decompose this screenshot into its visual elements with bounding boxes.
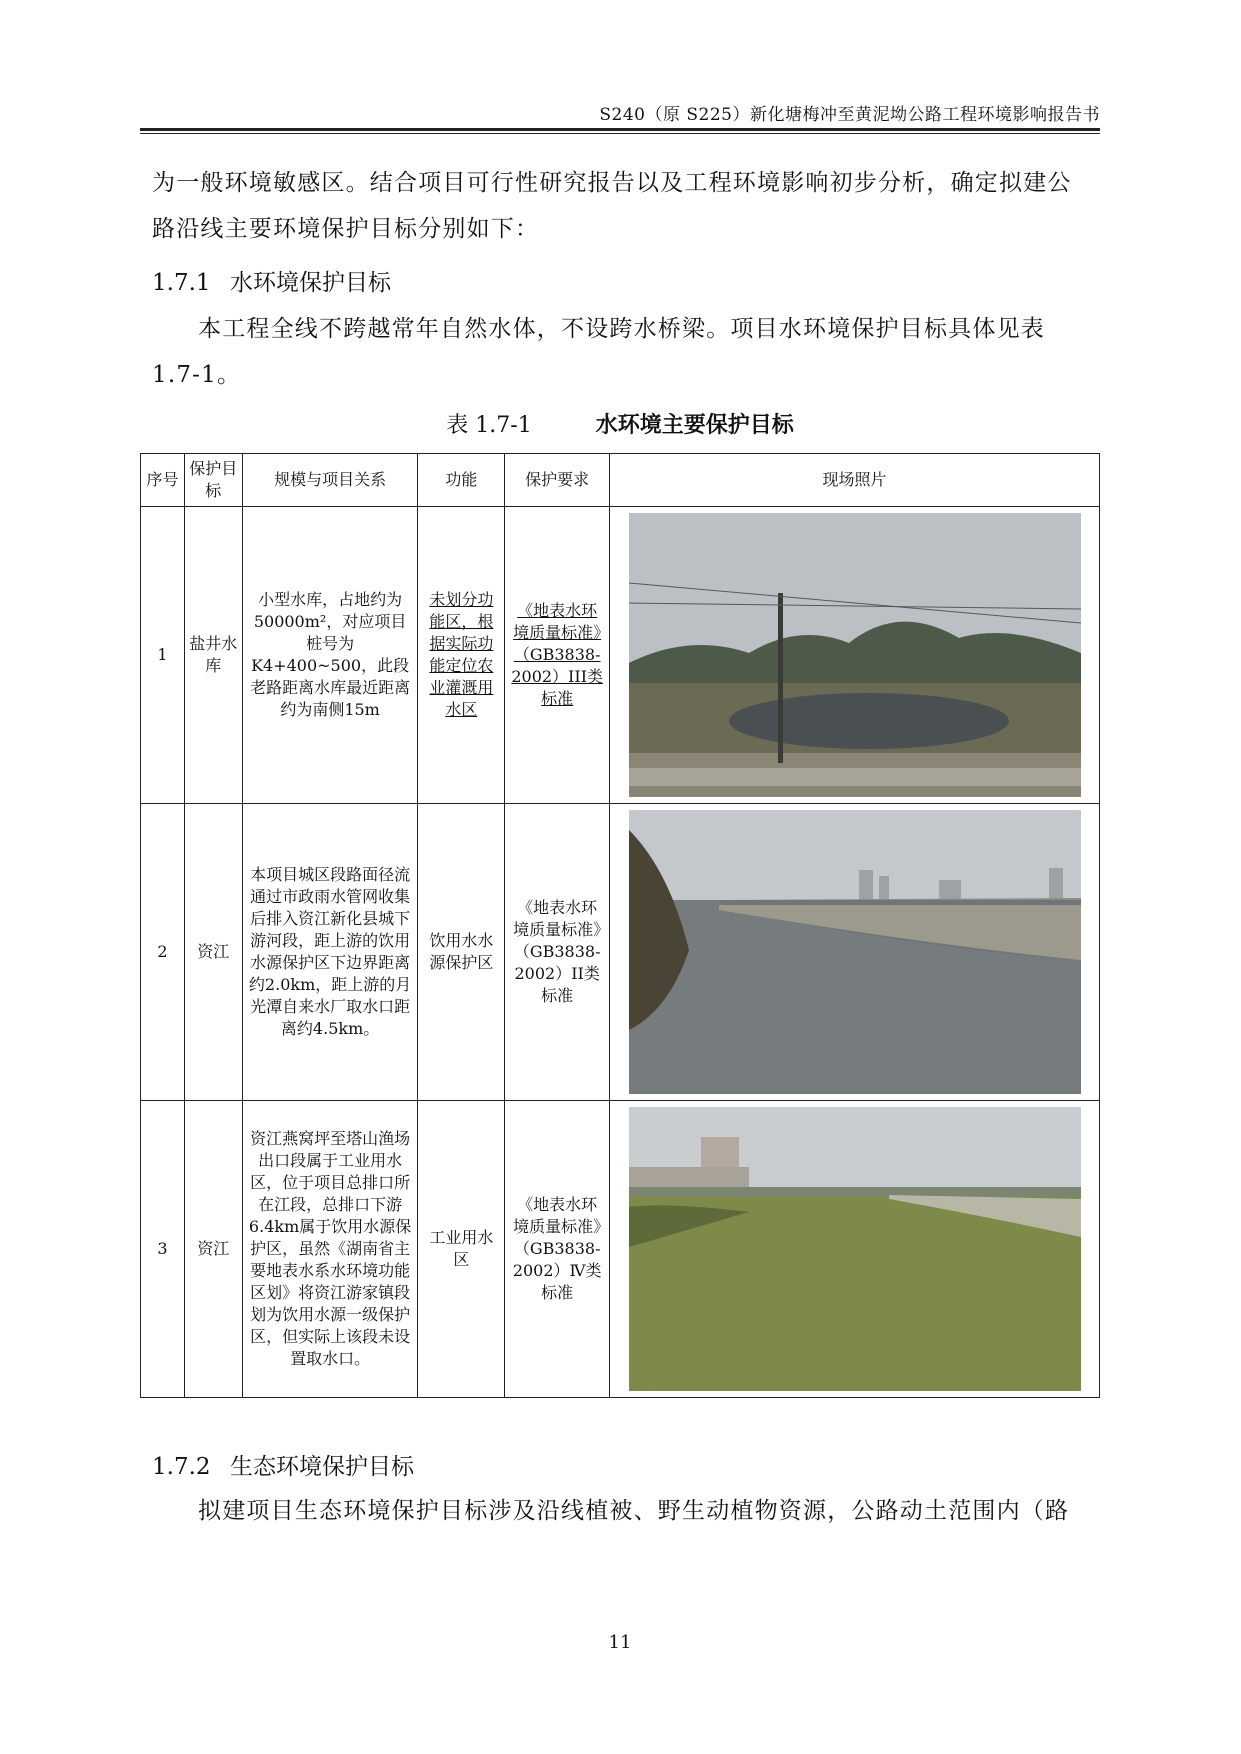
row-number: 2: [141, 804, 185, 1101]
section-title: 生态环境保护目标: [230, 1454, 414, 1480]
header-cell: 序号: [141, 454, 185, 507]
row-requirement: 《地表水环境质量标准》（GB3838-2002）III类标准: [505, 507, 610, 804]
row-relation: 本项目城区段路面径流通过市政雨水管网收集后排入资江新化县城下游河段，距上游的饮用水源保护区下边界距离约2.0km，距上游的月光潭自来水厂取水口距离约4.5km。: [242, 804, 418, 1101]
section-body-paragraph: 拟建项目生态环境保护目标涉及沿线植被、野生动植物资源，公路动土范围内（路: [198, 1498, 1070, 1524]
header-cell: 功能: [418, 454, 505, 507]
header-cell: 保护目标: [184, 454, 242, 507]
header-cell: 保护要求: [505, 454, 610, 507]
table-row: [141, 507, 1100, 804]
header-cell: 规模与项目关系: [242, 454, 418, 507]
header-rule: [140, 128, 1100, 131]
row-relation: 资江燕窝坪至塔山渔场出口段属于工业用水区，位于项目总排口所在江段，总排口下游6.4km属于饮用水源保护区，虽然《湖南省主要地表水系水环境功能区划》将资江游家镇段划为饮用水源一级保护区，但实际上该段未设置取水口。: [242, 1101, 418, 1398]
row-target: 资江: [184, 804, 242, 1101]
river-photo-2: [629, 1107, 1081, 1391]
row-function: 工业用水区: [418, 1101, 505, 1398]
row-requirement: 《地表水环境质量标准》（GB3838-2002）Ⅳ类标准: [505, 1101, 610, 1398]
section-title: 水环境保护目标: [230, 270, 391, 296]
table-header-row: [141, 454, 1100, 507]
row-number: 1: [141, 507, 185, 804]
table-row: [141, 1101, 1100, 1398]
section-number: 1.7.1: [152, 270, 211, 296]
page-number: 11: [608, 1632, 632, 1653]
intro-paragraph: 为一般环境敏感区。结合项目可行性研究报告以及工程环境影响初步分析，确定拟建公路沿线主要环境保护目标分别如下：: [152, 170, 1072, 242]
table-caption-title: 水环境主要保护目标: [595, 412, 794, 438]
row-function: 未划分功能区，根据实际功能定位农业灌溉用水区: [418, 507, 505, 804]
row-requirement: 《地表水环境质量标准》（GB3838-2002）II类标准: [505, 804, 610, 1101]
table-caption-number: 表 1.7-1: [446, 413, 532, 438]
row-photo-cell: [610, 804, 1100, 1101]
section-heading-1-7-2: [152, 1452, 414, 1482]
row-photo-cell: [610, 1101, 1100, 1398]
row-function: 饮用水水源保护区: [418, 804, 505, 1101]
section-number: 1.7.2: [152, 1454, 211, 1480]
row-target: 资江: [184, 1101, 242, 1398]
running-header: S240（原 S225）新化塘梅冲至黄泥坳公路工程环境影响报告书: [599, 105, 1100, 125]
table-caption: [140, 408, 1100, 439]
header-cell: 现场照片: [610, 454, 1100, 507]
header-rule-thin: [140, 133, 1100, 134]
reservoir-photo: [629, 513, 1081, 797]
water-protection-table: [140, 453, 1100, 1398]
section-heading-1-7-1: [152, 268, 391, 298]
row-relation: 小型水库，占地约为50000m²，对应项目桩号为K4+400~500，此段老路距离水库最近距离约为南侧15m: [242, 507, 418, 804]
table-row: [141, 804, 1100, 1101]
row-number: 3: [141, 1101, 185, 1398]
river-photo-1: [629, 810, 1081, 1094]
row-photo-cell: [610, 507, 1100, 804]
row-target: 盐井水库: [184, 507, 242, 804]
section-body-paragraph: 本工程全线不跨越常年自然水体，不设跨水桥梁。项目水环境保护目标具体见表1.7-1。: [152, 316, 1045, 388]
